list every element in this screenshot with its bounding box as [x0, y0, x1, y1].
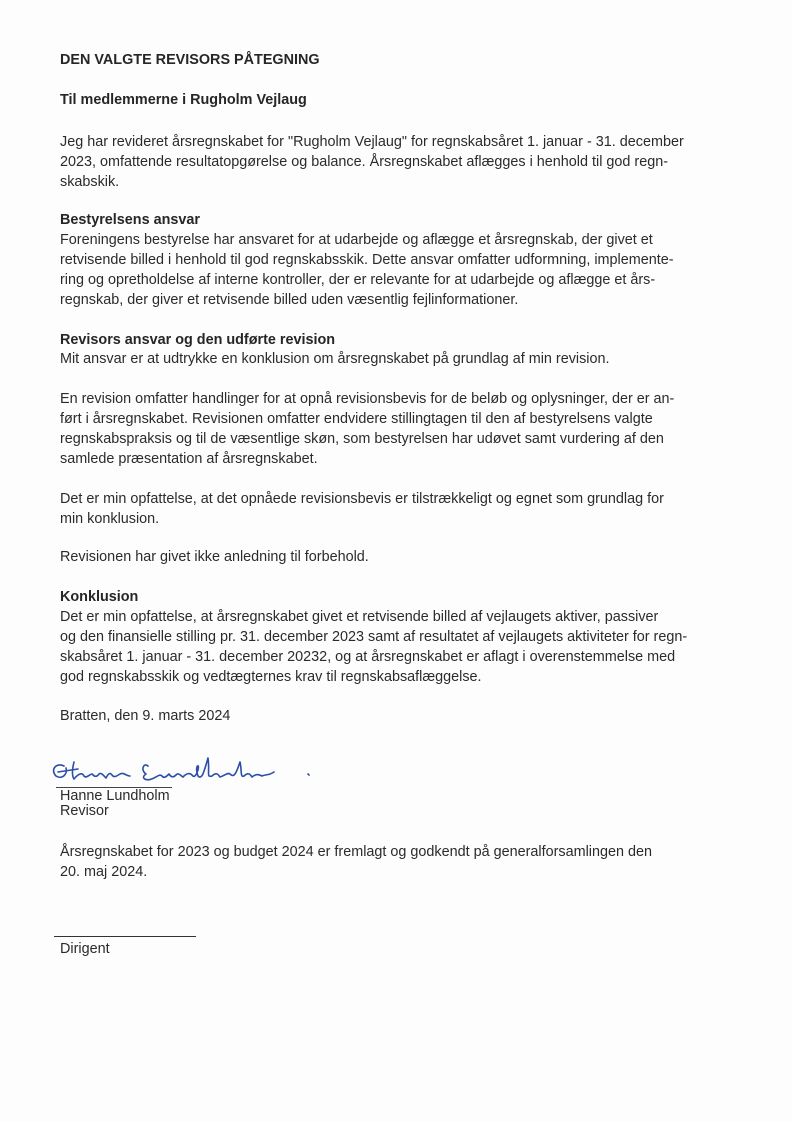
- opinion-basis-paragraph: [60, 489, 664, 529]
- audit-scope-line: En revision omfatter handlinger for at opnå revisionsbevis for de beløb og oplysninger, der er an-: [60, 391, 675, 407]
- intro-line: skabskik.: [60, 174, 120, 190]
- approval-paragraph: [60, 842, 652, 882]
- approval-line: Årsregnskabet for 2023 og budget 2024 er fremlagt og godkendt på generalforsamlingen den: [60, 844, 653, 860]
- conclusion-line: Det er min opfattelse, at årsregnskabet givet et retvisende billed af vejlaugets aktiver, passiver: [60, 609, 659, 625]
- board-line: regnskab, der giver et retvisende billed uden væsentlig fejlinformationer.: [60, 292, 519, 308]
- board-line: ring og opretholdelse af interne kontroller, der er relevante for at udarbejde og aflægge et års-: [60, 272, 656, 288]
- opinion-basis-line: Det er min opfattelse, at det opnåede revisionsbevis er tilstrækkeligt og egnet som grundlag for: [60, 491, 664, 507]
- conclusion-line: skabsåret 1. januar - 31. december 20232, og at årsregnskabet er aflagt i overenstemmelse med: [60, 649, 676, 665]
- audit-scope-line: ført i årsregnskabet. Revisionen omfatter endvidere stillingtagen til den af bestyrelsens valgte: [60, 411, 653, 427]
- audit-scope-line: samlede præsentation af årsregnskabet.: [60, 451, 318, 467]
- board-line: retvisende billed i henhold til god regnskabsskik. Dette ansvar omfatter udformning, implemente-: [60, 252, 674, 268]
- place-and-date: Bratten, den 9. marts 2024: [60, 708, 231, 724]
- board-responsibility-title: Bestyrelsens ansvar: [60, 212, 200, 228]
- opinion-basis-line: min konklusion.: [60, 511, 160, 527]
- intro-line: Jeg har revideret årsregnskabet for "Rugholm Vejlaug" for regnskabsåret 1. januar - 31. december: [60, 134, 684, 150]
- approval-line: 20. maj 2024.: [60, 864, 148, 880]
- audit-scope-paragraph: [60, 389, 674, 469]
- no-qualification-text: Revisionen har givet ikke anledning til forbehold.: [60, 549, 369, 565]
- intro-paragraph: [60, 132, 684, 192]
- auditor-responsibility-title: Revisors ansvar og den udførte revision: [60, 332, 336, 348]
- audit-scope-line: regnskabspraksis og til de væsentlige skøn, som bestyrelsen har udøvet samt vurdering af den: [60, 431, 664, 447]
- conclusion-title: Konklusion: [60, 589, 139, 605]
- handwritten-signature: [44, 752, 324, 788]
- auditor-responsibility-text: Mit ansvar er at udtrykke en konklusion om årsregnskabet på grundlag af min revision.: [60, 351, 610, 367]
- intro-line: 2023, omfattende resultatopgørelse og balance. Årsregnskabet aflægges i henhold til god regn-: [60, 154, 668, 170]
- dirigent-signature-line: [54, 936, 196, 937]
- board-responsibility-paragraph: [60, 230, 674, 310]
- board-line: Foreningens bestyrelse har ansvaret for at udarbejde og aflægge et årsregnskab, der givet et: [60, 232, 653, 248]
- conclusion-line: og den finansielle stilling pr. 31. december 2023 samt af resultatet af vejlaugets aktiviteter for regn-: [60, 629, 688, 645]
- document-heading: DEN VALGTE REVISORS PÅTEGNING: [60, 52, 320, 68]
- dirigent-label: Dirigent: [60, 941, 110, 957]
- conclusion-line: god regnskabsskik og vedtægternes krav til regnskabsaflæggelse.: [60, 669, 482, 685]
- signatory-name: Hanne Lundholm: [60, 788, 170, 804]
- addressee: Til medlemmerne i Rugholm Vejlaug: [60, 92, 307, 108]
- signatory-role: Revisor: [60, 803, 109, 819]
- conclusion-paragraph: [60, 607, 687, 687]
